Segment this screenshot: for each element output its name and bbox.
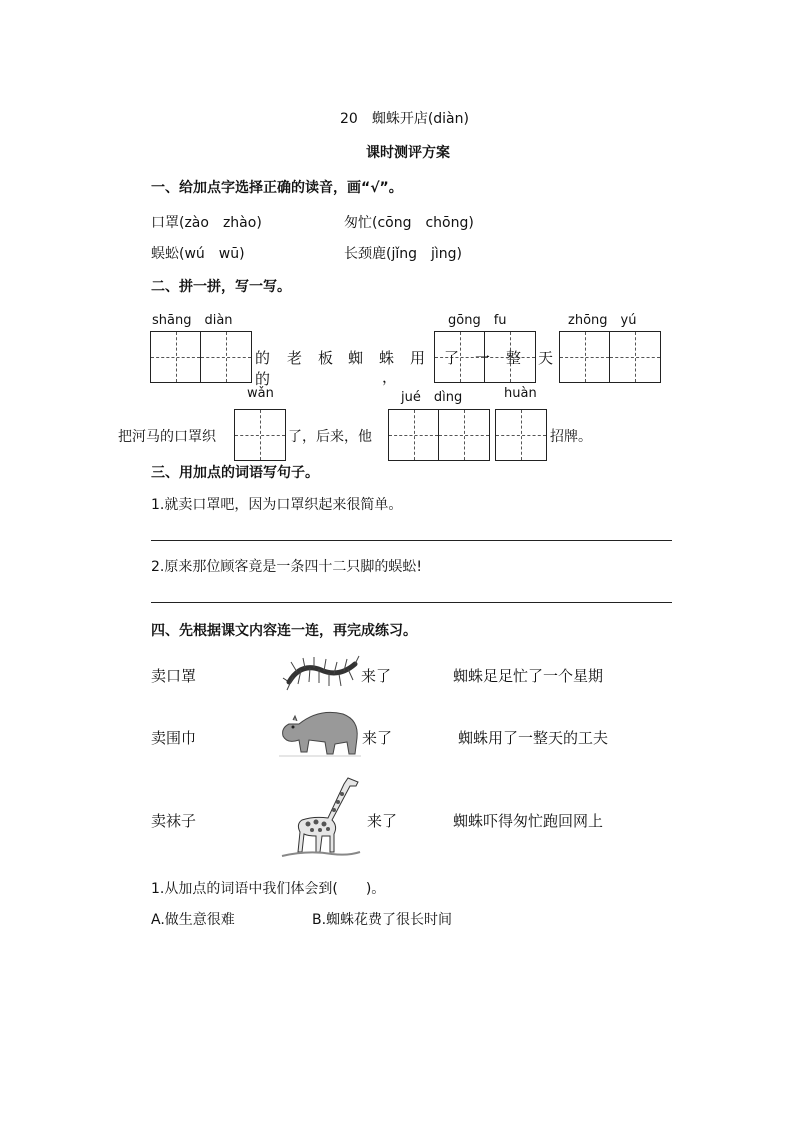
writing-grid[interactable] xyxy=(234,409,286,461)
sentence-char: 的 xyxy=(255,349,271,367)
pinyin-label: shāng diàn xyxy=(152,313,233,328)
centipede-image xyxy=(281,650,361,696)
section4-heading: 四、先根据课文内容连一连，再完成练习。 xyxy=(151,623,417,639)
option-a[interactable]: A.做生意很难 xyxy=(151,912,235,928)
sentence-text: 招牌。 xyxy=(550,429,592,445)
grid-cell[interactable] xyxy=(151,332,201,382)
section3-heading: 三、用加点的词语写句子。 xyxy=(151,465,319,481)
match-mid[interactable]: 来了 xyxy=(367,812,398,830)
grid-cell[interactable] xyxy=(389,410,439,460)
sentence-text: 把河马的口罩织 xyxy=(118,429,216,445)
match-left[interactable]: 卖围巾 xyxy=(151,729,197,747)
grid-cell[interactable] xyxy=(560,332,610,382)
match-right[interactable]: 蜘蛛吓得匆忙跑回网上 xyxy=(453,812,604,830)
sentence-char: 蜘 xyxy=(348,349,364,367)
writing-grid[interactable] xyxy=(559,331,661,383)
sentence-char: 用 xyxy=(410,349,426,367)
question-text: 2.原来那位顾客竟是一条四十二只脚的蜈蚣! xyxy=(151,559,422,575)
pinyin-label: wǎn xyxy=(247,386,274,401)
question-text: 1.就卖口罩吧，因为口罩织起来很简单。 xyxy=(151,497,403,513)
sentence-char: 整 xyxy=(506,349,522,367)
pinyin-label: huàn xyxy=(504,386,537,401)
sentence-text: 了，后来，他 xyxy=(288,429,372,445)
grid-cell[interactable] xyxy=(201,332,251,382)
writing-grid[interactable] xyxy=(495,409,547,461)
pinyin-label: jué dìng xyxy=(401,390,463,405)
hippo-image xyxy=(279,706,361,762)
writing-grid[interactable] xyxy=(150,331,252,383)
section1-heading: 一、给加点字选择正确的读音，画“√”。 xyxy=(151,180,403,196)
answer-line[interactable] xyxy=(151,540,672,541)
grid-cell[interactable] xyxy=(496,410,546,460)
writing-grid[interactable] xyxy=(388,409,490,461)
grid-cell[interactable] xyxy=(610,332,660,382)
sentence-char: 的 xyxy=(255,370,271,388)
sentence-char: 天 xyxy=(538,349,554,367)
match-mid[interactable]: 来了 xyxy=(361,667,392,685)
sentence-char: 了 xyxy=(444,349,460,367)
page-title: 20 蜘蛛开店(diàn) xyxy=(340,111,469,127)
page-subtitle: 课时测评方案 xyxy=(366,145,450,161)
giraffe-image xyxy=(278,774,362,860)
grid-cell[interactable] xyxy=(439,410,489,460)
question-item: 长颈鹿(jǐng jìng) xyxy=(344,246,463,262)
question-item: 匆忙(cōng chōng) xyxy=(344,215,474,231)
section2-heading: 二、拼一拼，写一写。 xyxy=(151,279,291,295)
sentence-char: 一 xyxy=(475,349,491,367)
question-text: 1.从加点的词语中我们体会到( )。 xyxy=(151,881,386,897)
pinyin-label: gōng fu xyxy=(448,313,507,328)
sentence-char: 老 xyxy=(287,349,303,367)
answer-line[interactable] xyxy=(151,602,672,603)
question-item: 蜈蚣(wú wū) xyxy=(151,246,245,262)
match-left[interactable]: 卖袜子 xyxy=(151,812,197,830)
grid-cell[interactable] xyxy=(235,410,285,460)
match-mid[interactable]: 来了 xyxy=(362,729,393,747)
match-right[interactable]: 蜘蛛用了一整天的工夫 xyxy=(458,729,609,747)
option-b[interactable]: B.蜘蛛花费了很长时间 xyxy=(312,912,453,928)
match-right[interactable]: 蜘蛛足足忙了一个星期 xyxy=(453,667,604,685)
pinyin-label: zhōng yú xyxy=(568,313,637,328)
sentence-char: 蛛 xyxy=(379,349,395,367)
sentence-comma: ， xyxy=(382,368,398,386)
question-item: 口罩(zào zhào) xyxy=(151,215,262,231)
sentence-char: 板 xyxy=(318,349,334,367)
match-left[interactable]: 卖口罩 xyxy=(151,667,197,685)
